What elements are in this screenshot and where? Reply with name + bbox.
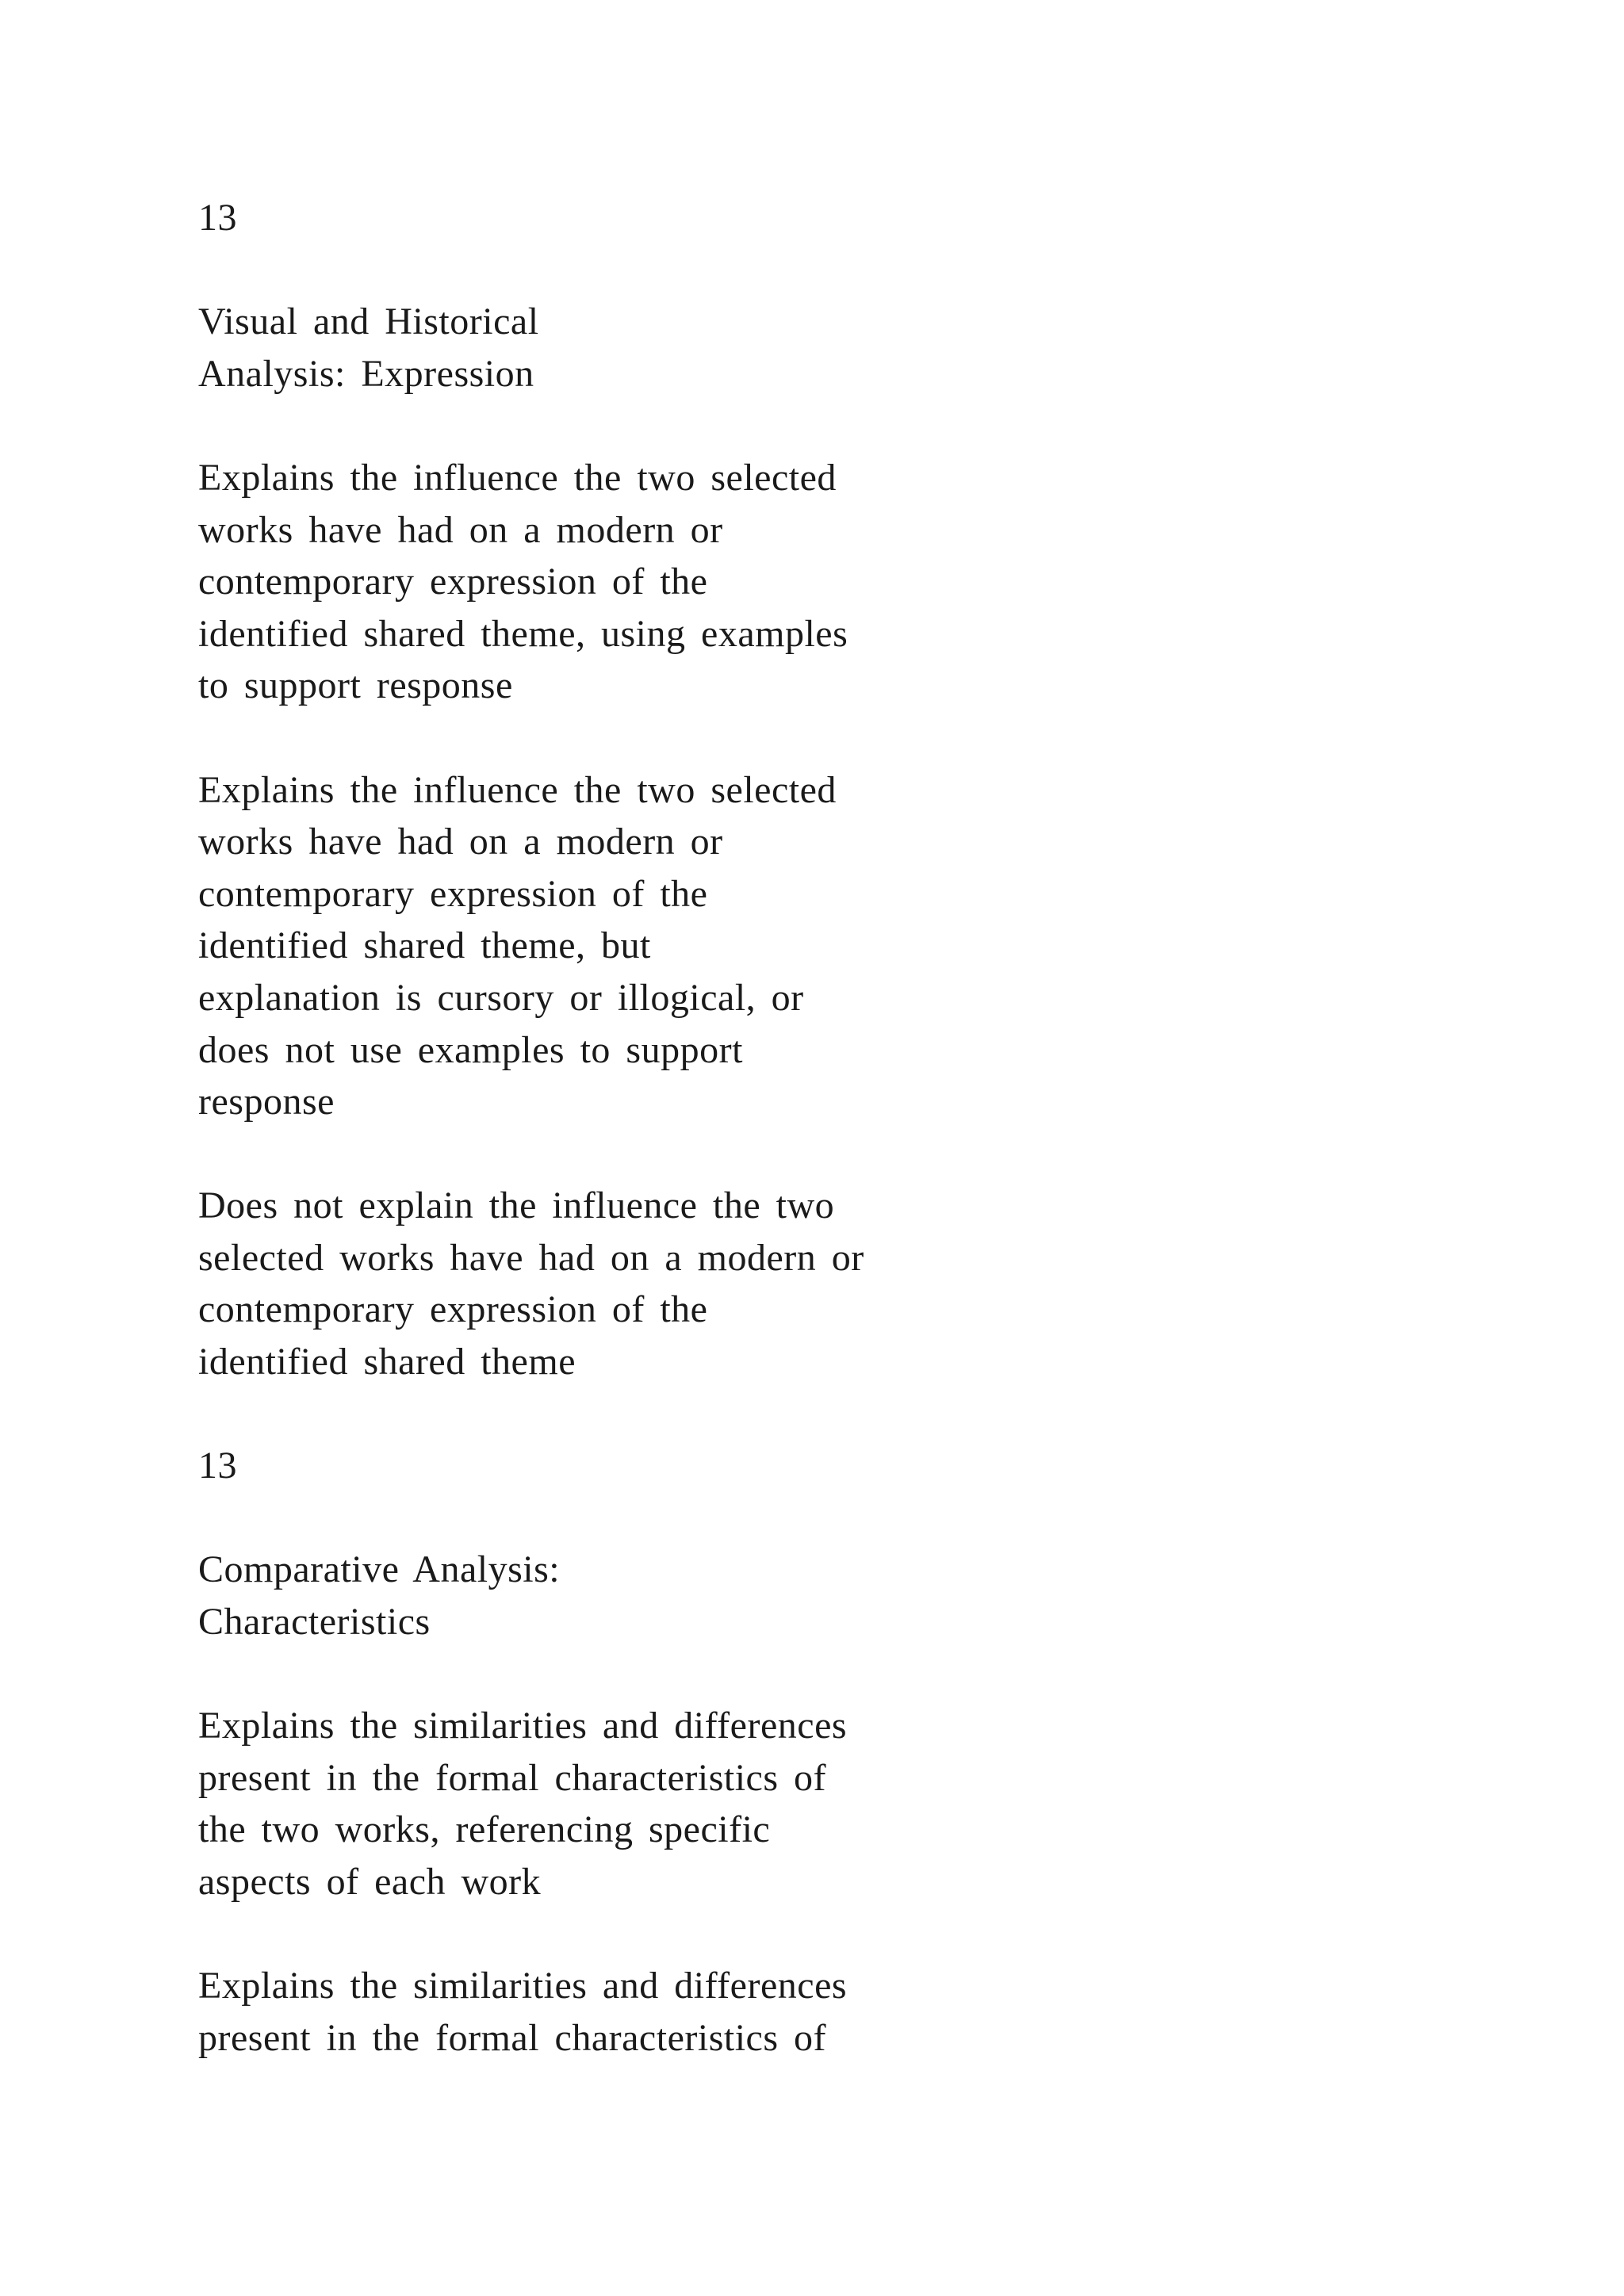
text-line: Explains the similarities and differences <box>198 1705 848 1747</box>
text-line: does not use examples to support <box>198 1028 743 1071</box>
text-line: Explains the similarities and differences <box>198 1965 848 2007</box>
text-line: the two works, referencing specific <box>198 1808 771 1851</box>
criterion-heading <box>198 1544 991 1647</box>
text-line: to support response <box>198 664 513 707</box>
criterion-description-not-evident <box>198 1180 991 1387</box>
text-line: Explains the influence the two selected <box>198 768 837 811</box>
text-line: present in the formal characteristics of <box>198 2016 827 2059</box>
rubric-text-column <box>198 192 991 2116</box>
text-line: identified shared theme, but <box>198 924 651 967</box>
text-line: present in the formal characteristics of <box>198 1756 827 1799</box>
text-line: Analysis: Expression <box>198 352 534 395</box>
text-line: identified shared theme, using examples <box>198 612 848 655</box>
text-line: selected works have had on a modern or <box>198 1236 864 1279</box>
points-value <box>198 192 991 244</box>
text-line: Characteristics <box>198 1601 431 1644</box>
text-line: Comparative Analysis: <box>198 1548 561 1591</box>
text-line: Does not explain the influence the two <box>198 1184 835 1227</box>
text-line: aspects of each work <box>198 1861 542 1903</box>
text-line: works have had on a modern or <box>198 821 723 863</box>
text-line: 13 <box>198 1445 237 1487</box>
criterion-description-needs-improvement <box>198 764 991 1128</box>
text-line: works have had on a modern or <box>198 508 723 551</box>
text-line: response <box>198 1081 335 1123</box>
text-line: contemporary expression of the <box>198 561 708 603</box>
text-line: contemporary expression of the <box>198 872 708 915</box>
criterion-description-proficient <box>198 452 991 712</box>
text-line: identified shared theme <box>198 1341 576 1383</box>
criterion-description-proficient <box>198 1700 991 1908</box>
text-line: Visual and Historical <box>198 300 539 343</box>
points-value <box>198 1440 991 1492</box>
text-line: Explains the influence the two selected <box>198 456 837 499</box>
criterion-heading <box>198 296 991 400</box>
text-line: explanation is cursory or illogical, or <box>198 976 804 1019</box>
criterion-description-needs-improvement <box>198 1960 991 2064</box>
text-line: contemporary expression of the <box>198 1288 708 1331</box>
text-line: 13 <box>198 197 237 239</box>
